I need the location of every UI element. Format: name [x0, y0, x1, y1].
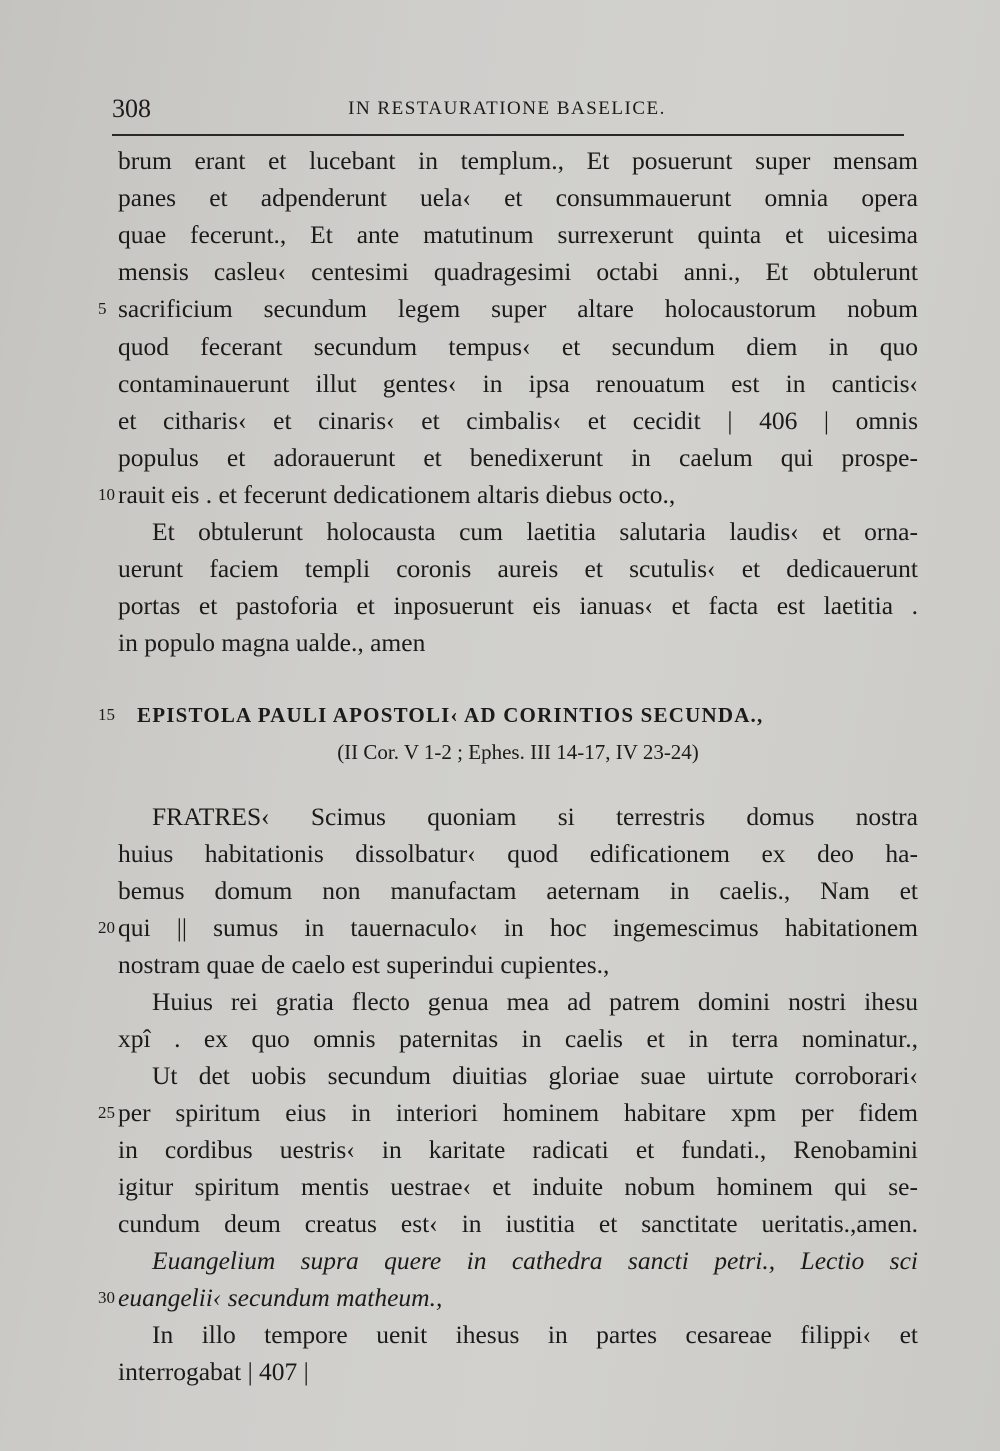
line-number: 30 — [98, 1288, 115, 1307]
text-line: panes et adpenderunt uela‹ et consummauerunt omnia opera — [118, 183, 918, 212]
text-line: mensis casleu‹ centesimi quadragesimi octabi anni., Et obtulerunt — [118, 257, 918, 286]
text-line: in cordibus uestris‹ in karitate radicati et fundati., Renobamini — [118, 1135, 918, 1164]
header-rule — [112, 134, 904, 136]
text-line: rauit eis . et fecerunt dedicationem altaris diebus octo., — [118, 480, 676, 509]
text-line: uerunt faciem templi coronis aureis et scutulis‹ et dedicauerunt — [118, 554, 918, 583]
section-heading: EPISTOLA PAULI APOSTOLI‹ AD CORINTIOS SECUNDA., — [137, 703, 764, 727]
text-line: Ut det uobis secundum diuitias gloriae suae uirtute corroborari‹ — [152, 1061, 918, 1090]
line-number: 5 — [98, 299, 107, 318]
running-title: IN RESTAURATIONE BASELICE. — [348, 98, 666, 119]
text-line: Huius rei gratia flecto genua mea ad patrem domini nostri ihesu — [152, 987, 918, 1016]
text-line: huius habitationis dissolbatur‹ quod edificationem ex deo ha- — [118, 839, 918, 868]
text-line: et citharis‹ et cinaris‹ et cimbalis‹ et cecidit | 406 | omnis — [118, 406, 918, 435]
text-line: In illo tempore uenit ihesus in partes cesareae filippi‹ et — [152, 1320, 918, 1349]
text-line: cundum deum creatus est‹ in iustitia et sanctitate ueritatis.,amen. — [118, 1209, 918, 1238]
text-line: sacrificium secundum legem super altare holocaustorum nobum — [118, 294, 918, 323]
text-line: xpî . ex quo omnis paternitas in caelis et in terra nominatur., — [118, 1024, 918, 1053]
text-line: per spiritum eius in interiori hominem habitare xpm per fidem — [118, 1098, 918, 1127]
text-line: brum erant et lucebant in templum., Et posuerunt super mensam — [118, 146, 918, 175]
text-line: igitur spiritum mentis uestrae‹ et induite nobum hominem qui se- — [118, 1172, 918, 1201]
text-line: Et obtulerunt holocausta cum laetitia salutaria laudis‹ et orna- — [152, 517, 918, 546]
text-line: nostram quae de caelo est superindui cupientes., — [118, 950, 610, 979]
text-line: interrogabat | 407 | — [118, 1357, 309, 1386]
line-number: 10 — [98, 485, 115, 504]
text-line: in populo magna ualde., amen — [118, 628, 426, 657]
line-number: 20 — [98, 918, 115, 937]
text-line: quod fecerant secundum tempus‹ et secundum diem in quo — [118, 332, 918, 361]
text-line: FRATRES‹ Scimus quoniam si terrestris domus nostra — [152, 802, 918, 831]
text-line: bemus domum non manufactam aeternam in caelis., Nam et — [118, 876, 918, 905]
page-number: 308 — [112, 94, 151, 123]
text-line: portas et pastoforia et inposuerunt eis ianuas‹ et facta est laetitia . — [118, 591, 918, 620]
text-line: populus et adorauerunt et benedixerunt in caelum qui prospe- — [118, 443, 918, 472]
text-line: Euangelium supra quere in cathedra sancti petri., Lectio sci — [152, 1246, 918, 1275]
text-line: quae fecerunt., Et ante matutinum surrexerunt quinta et uicesima — [118, 220, 918, 249]
line-number: 25 — [98, 1103, 115, 1122]
page-header — [112, 92, 902, 132]
scripture-reference: (II Cor. V 1-2 ; Ephes. III 14-17, IV 23-24) — [337, 740, 699, 764]
text-line: qui || sumus in tauernaculo‹ in hoc ingemescimus habitationem — [118, 913, 918, 942]
text-line: euangelii‹ secundum matheum., — [118, 1283, 443, 1312]
text-line: contaminauerunt illut gentes‹ in ipsa renouatum est in canticis‹ — [118, 369, 918, 398]
line-number: 15 — [98, 705, 115, 724]
